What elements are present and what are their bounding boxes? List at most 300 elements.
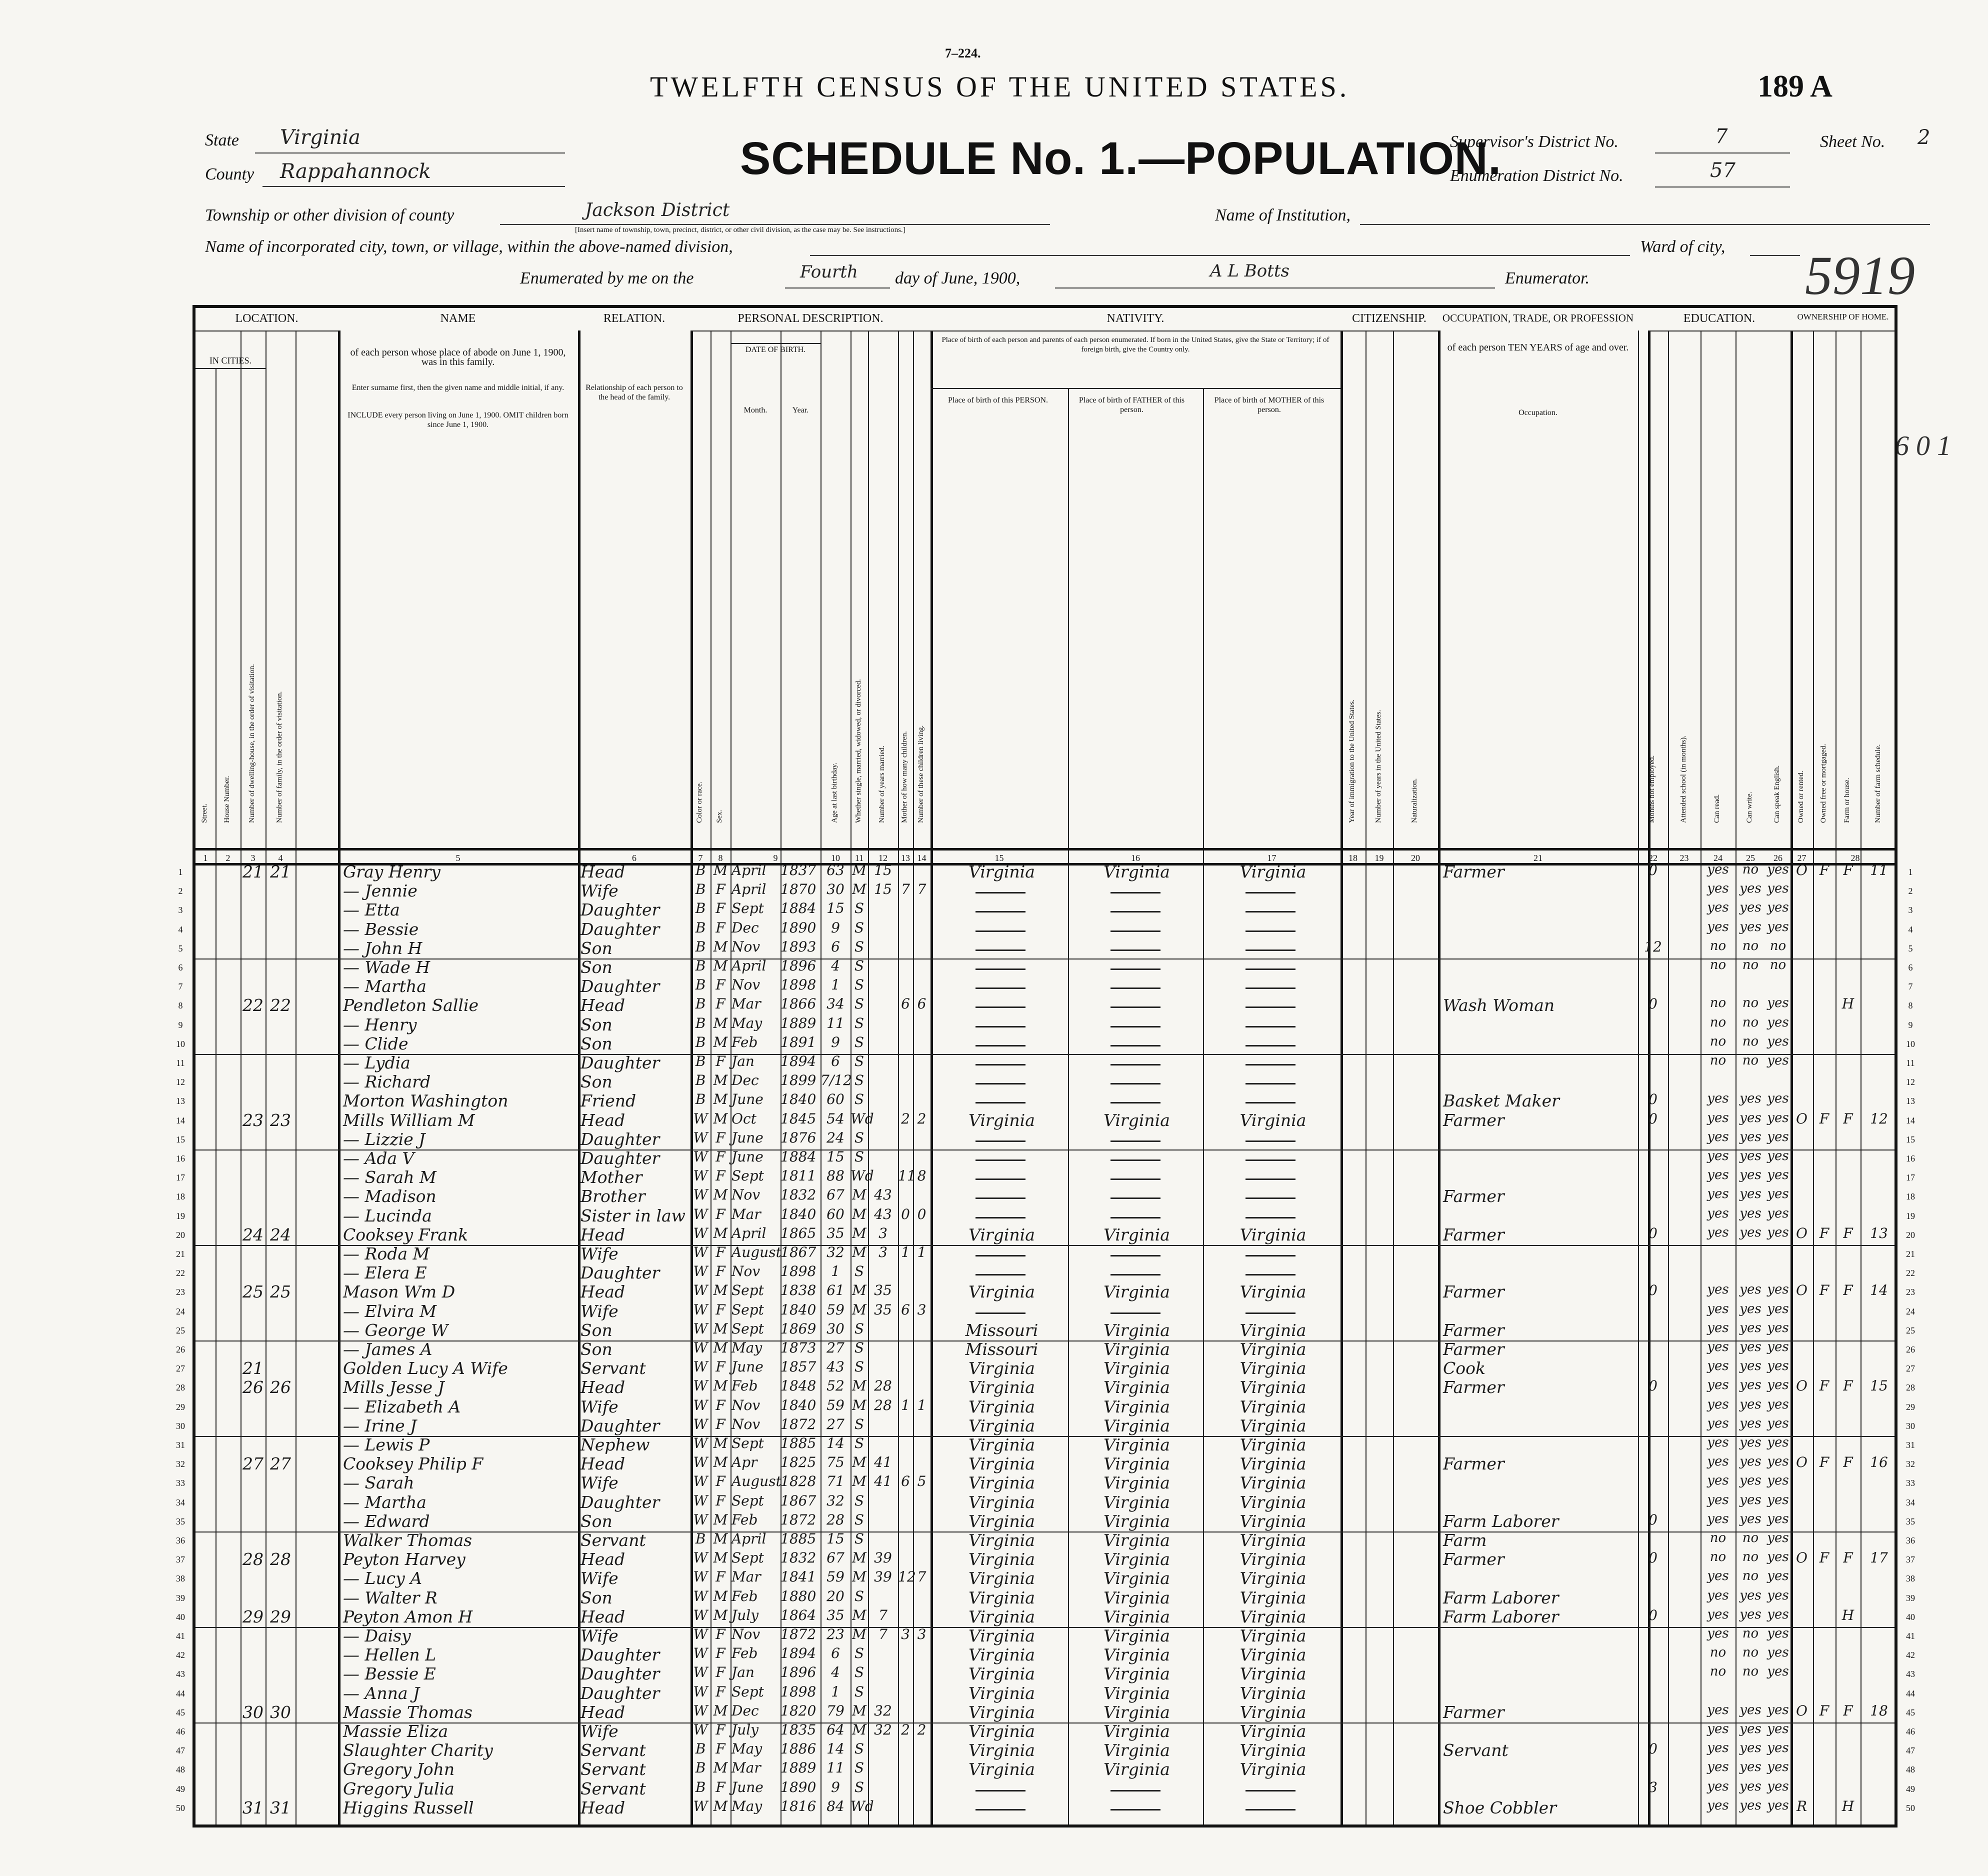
cell-bf: Virginia: [1104, 1340, 1170, 1359]
cell-age: 9: [831, 1034, 840, 1050]
cell-rd: yes: [1707, 1148, 1729, 1164]
cell-bf: Virginia: [1104, 1568, 1170, 1588]
cell-mon: May: [732, 1740, 762, 1758]
cell-yr: 1867: [780, 1492, 816, 1509]
cell-rel: Son: [580, 1014, 612, 1034]
cell-rel: Wife: [580, 1244, 618, 1264]
cell-ms: Wd: [850, 1110, 874, 1127]
cell-ms: S: [854, 1053, 864, 1070]
ditto-dash: [1246, 1006, 1296, 1008]
line-number: 6: [178, 962, 183, 972]
line-number: 32: [176, 1459, 185, 1470]
cell-rd: yes: [1707, 1416, 1729, 1431]
cell-mort: F: [1819, 1282, 1830, 1299]
cell-en: yes: [1767, 1282, 1789, 1298]
cell-race: B: [695, 1014, 706, 1032]
cell-en: yes: [1767, 1034, 1789, 1049]
cell-race: B: [695, 1530, 706, 1547]
cell-ms: S: [854, 1148, 864, 1165]
cell-ym: 32: [874, 1722, 892, 1738]
cell-ms: S: [854, 976, 864, 994]
cell-age: 30: [826, 1320, 844, 1337]
line-number: 30: [1906, 1420, 1915, 1431]
cell-mon: Nov: [732, 1396, 760, 1414]
cell-mon: June: [732, 1129, 764, 1146]
cell-occ: Farmer: [1443, 1224, 1504, 1244]
cell-en: yes: [1767, 1206, 1789, 1221]
cell-occ: Cook: [1443, 1358, 1486, 1378]
cell-wr: no: [1742, 958, 1759, 972]
ditto-dash: [1246, 1178, 1296, 1180]
cell-mon: April: [732, 862, 766, 878]
grid-vline: [338, 330, 340, 1824]
cell-yr: 1889: [780, 1014, 816, 1032]
cell-bm: Virginia: [1240, 1224, 1306, 1244]
cell-ch: 2: [901, 1110, 910, 1127]
column-number: 21: [1534, 853, 1542, 863]
ditto-dash: [1246, 1064, 1296, 1066]
cell-race: B: [695, 1778, 706, 1796]
cell-bp: Virginia: [968, 1396, 1035, 1416]
ditto-dash: [976, 968, 1026, 970]
cell-yr: 1899: [780, 1072, 816, 1089]
cell-en: yes: [1767, 1378, 1789, 1393]
line-number: 14: [176, 1115, 185, 1126]
cell-bf: Virginia: [1104, 1740, 1170, 1760]
cell-rd: yes: [1707, 1110, 1729, 1126]
cell-race: W: [693, 1358, 708, 1376]
cell-bp: Virginia: [968, 1645, 1035, 1665]
cell-mon: Feb: [732, 1034, 758, 1050]
page-figure: 5919: [1805, 245, 1915, 306]
cell-name: — Lucy A: [343, 1568, 422, 1588]
line-number: 17: [176, 1172, 185, 1183]
cell-bm: Virginia: [1240, 1606, 1306, 1626]
cell-en: yes: [1767, 1129, 1789, 1144]
cell-age: 71: [826, 1473, 844, 1490]
cell-ch: 3: [901, 1626, 910, 1642]
cell-sex: M: [713, 1588, 728, 1604]
cell-en: yes: [1767, 919, 1789, 934]
state-value[interactable]: Virginia: [280, 126, 360, 149]
cell-mon: Dec: [732, 1702, 759, 1719]
cell-rel: Son: [580, 1588, 612, 1608]
cell-en: yes: [1767, 1416, 1789, 1431]
cell-sex: M: [713, 1282, 728, 1299]
cell-bf: Virginia: [1104, 1320, 1170, 1340]
sheet-label: Sheet No.: [1820, 132, 1886, 151]
cell-name: — John H: [343, 938, 422, 958]
ditto-dash: [1246, 950, 1296, 951]
cell-rd: yes: [1707, 1702, 1729, 1718]
cell-rd: yes: [1707, 881, 1729, 896]
cell-yr: 1890: [780, 919, 816, 936]
cell-bf: Virginia: [1104, 1416, 1170, 1436]
ditto-dash: [1110, 988, 1160, 989]
cell-fs: 15: [1870, 1378, 1888, 1394]
cell-en: yes: [1767, 1320, 1789, 1336]
cell-mne: 0: [1648, 1378, 1658, 1394]
cell-ms: M: [852, 1473, 866, 1490]
cell-wr: yes: [1740, 1340, 1762, 1354]
line-number: 10: [176, 1038, 185, 1049]
ditto-dash: [1246, 1102, 1296, 1104]
supervisor-value[interactable]: 7: [1715, 125, 1728, 148]
column-number: 11: [854, 853, 864, 863]
cell-sex: M: [713, 1435, 728, 1452]
cell-rd: yes: [1707, 1186, 1729, 1202]
ditto-dash: [1110, 1178, 1160, 1180]
line-number: 42: [1906, 1650, 1915, 1660]
line-number: 47: [1906, 1746, 1915, 1756]
line-number: 20: [1906, 1230, 1915, 1240]
county-value[interactable]: Rappahannock: [280, 160, 431, 183]
cell-wr: yes: [1740, 1168, 1762, 1183]
line-number: 2: [1908, 886, 1913, 896]
cell-age: 84: [826, 1798, 844, 1814]
cell-ms: Wd: [850, 1798, 874, 1814]
cell-wr: no: [1742, 1034, 1759, 1049]
cell-race: W: [693, 1129, 708, 1146]
cell-en: yes: [1767, 996, 1789, 1011]
cell-rel: Head: [580, 1224, 626, 1244]
cell-yr: 1869: [780, 1320, 816, 1337]
cell-yr: 1848: [780, 1378, 816, 1394]
enumeration-line: [1655, 186, 1790, 188]
cell-bm: Virginia: [1240, 1473, 1306, 1493]
relation-description: Relationship of each person to the head of the family.: [586, 384, 683, 402]
cell-bf: Virginia: [1104, 1358, 1170, 1378]
township-value[interactable]: Jackson District: [585, 200, 730, 220]
line-number: 16: [176, 1154, 185, 1164]
line-number: 36: [176, 1536, 185, 1546]
cell-bm: Virginia: [1240, 1760, 1306, 1780]
line-number: 19: [1906, 1210, 1915, 1221]
cell-ym: 43: [874, 1186, 892, 1204]
enumeration-value[interactable]: 57: [1710, 159, 1736, 182]
grid-vline: [913, 330, 914, 1824]
cell-rel: Servant: [580, 1760, 646, 1780]
county-label: County: [205, 165, 254, 184]
cell-ms: M: [852, 1454, 866, 1471]
cell-en: yes: [1767, 1492, 1789, 1508]
cell-own: O: [1796, 1454, 1808, 1471]
cell-wr: yes: [1740, 1148, 1762, 1164]
cell-en: yes: [1767, 900, 1789, 916]
cell-wr: yes: [1740, 1186, 1762, 1202]
cell-bm: Virginia: [1240, 1454, 1306, 1474]
grid-vline: [1203, 388, 1204, 1824]
vertical-header: Number of family, in the order of visitation.: [276, 691, 284, 823]
cell-race: B: [695, 958, 706, 974]
ditto-dash: [1110, 1312, 1160, 1314]
cell-rel: Servant: [580, 1740, 646, 1760]
cell-yr: 1865: [780, 1224, 816, 1242]
cell-cl: 8: [917, 1168, 926, 1184]
cell-ms: S: [854, 1760, 864, 1776]
cell-mon: Sept: [732, 1492, 764, 1509]
cell-name: Gregory Julia: [343, 1778, 454, 1798]
cell-rd: yes: [1707, 1568, 1729, 1584]
cell-name: Walker Thomas: [343, 1530, 472, 1550]
cell-cl: 2: [917, 1110, 926, 1127]
cell-fh: H: [1842, 996, 1854, 1012]
cell-fam: 30: [270, 1702, 291, 1722]
cell-yr: 1880: [780, 1588, 816, 1604]
cell-sex: M: [713, 1091, 728, 1108]
cell-sex: F: [716, 1473, 726, 1490]
cell-name: Mills William M: [343, 1110, 475, 1130]
column-number: 5: [456, 853, 460, 863]
institution-line: [1360, 224, 1930, 225]
cell-ms: S: [854, 1091, 864, 1108]
cell-mon: Mar: [732, 1568, 761, 1586]
cell-fam: 23: [270, 1110, 291, 1130]
ditto-dash: [1246, 968, 1296, 970]
cell-age: 4: [831, 958, 840, 974]
ditto-dash: [1110, 1160, 1160, 1161]
cell-bm: Virginia: [1240, 1435, 1306, 1454]
ditto-dash: [976, 1809, 1026, 1810]
ditto-dash: [1246, 1198, 1296, 1199]
cell-ms: M: [852, 1186, 866, 1204]
cell-bp: Virginia: [968, 862, 1035, 882]
cell-mort: F: [1819, 1378, 1830, 1394]
cell-sex: F: [716, 996, 726, 1012]
cell-sex: F: [716, 919, 726, 936]
ditto-dash: [1110, 1217, 1160, 1218]
form-number: 7–224.: [945, 46, 981, 60]
group-occupation: OCCUPATION, TRADE, OR PROFESSION: [1442, 312, 1634, 324]
ditto-dash: [1246, 1809, 1296, 1810]
cell-rel: Wife: [580, 1301, 618, 1321]
cell-name: Mason Wm D: [343, 1282, 456, 1302]
cell-cl: 7: [917, 1568, 926, 1586]
cell-wr: yes: [1740, 1378, 1762, 1393]
cell-own: R: [1796, 1798, 1808, 1814]
cell-yr: 1898: [780, 1683, 816, 1700]
cell-name: Peyton Harvey: [343, 1550, 466, 1570]
birth-father-header: Place of birth of FATHER of this person.: [1078, 396, 1185, 414]
column-number: 18: [1348, 853, 1358, 863]
cell-race: W: [693, 1301, 708, 1318]
ditto-dash: [1110, 1809, 1160, 1810]
cell-cl: 3: [917, 1301, 926, 1318]
cell-name: — George W: [343, 1320, 448, 1340]
cell-ms: S: [854, 1778, 864, 1796]
cell-occ: Farm: [1443, 1530, 1487, 1550]
cell-ms: S: [854, 1435, 864, 1452]
cell-age: 14: [826, 1435, 844, 1452]
cell-mon: Sept: [732, 1168, 764, 1184]
cell-race: B: [695, 1740, 706, 1758]
cell-ms: M: [852, 1206, 866, 1222]
cell-mne: 0: [1648, 996, 1658, 1012]
line-number: 31: [176, 1440, 185, 1450]
cell-en: yes: [1767, 1340, 1789, 1354]
cell-en: yes: [1767, 1110, 1789, 1126]
cell-ms: S: [854, 1530, 864, 1547]
cell-mon: Sept: [732, 900, 764, 917]
cell-rel: Wife: [580, 1568, 618, 1588]
line-number: 40: [1906, 1612, 1915, 1622]
cell-yr: 1896: [780, 1664, 816, 1681]
cell-wr: yes: [1740, 1206, 1762, 1221]
cell-occ: Farmer: [1443, 1110, 1504, 1130]
cell-rd: no: [1710, 1530, 1726, 1546]
cell-rel: Friend: [580, 1091, 636, 1111]
cell-rd: yes: [1707, 1626, 1729, 1641]
line-number: 19: [176, 1210, 185, 1221]
cell-sex: M: [713, 1798, 728, 1814]
grid-vline: [1438, 330, 1440, 1824]
cell-fh: F: [1843, 1702, 1853, 1719]
enumerator-value[interactable]: A L Botts: [1210, 261, 1290, 281]
line-number: 15: [176, 1134, 185, 1144]
cell-sex: F: [716, 1492, 726, 1509]
cell-wr: no: [1742, 1053, 1759, 1068]
cell-yr: 1838: [780, 1282, 816, 1299]
cell-rd: yes: [1707, 1454, 1729, 1470]
cell-name: — Ada V: [343, 1148, 414, 1168]
cell-mort: F: [1819, 1224, 1830, 1242]
cell-race: W: [693, 1224, 708, 1242]
ditto-dash: [976, 950, 1026, 951]
cell-rel: Son: [580, 958, 612, 977]
line-number: 1: [1908, 867, 1913, 877]
cell-age: 88: [826, 1168, 844, 1184]
occupation-description: of each person TEN YEARS of age and over.: [1447, 342, 1629, 353]
cell-age: 6: [831, 938, 840, 955]
cell-ms: M: [852, 1378, 866, 1394]
cell-ms: S: [854, 1320, 864, 1337]
cell-en: yes: [1767, 1626, 1789, 1641]
sheet-value[interactable]: 2: [1918, 126, 1930, 149]
cell-name: — Jennie: [343, 881, 418, 901]
enumerator-label: Enumerator.: [1505, 269, 1590, 288]
grid-vline: [1790, 330, 1793, 1824]
cell-yr: 1876: [780, 1129, 816, 1146]
cell-dw: 22: [242, 996, 264, 1016]
ditto-dash: [1246, 1045, 1296, 1046]
cell-ms: S: [854, 1740, 864, 1758]
cell-yr: 1867: [780, 1244, 816, 1260]
ditto-dash: [1110, 1026, 1160, 1028]
cell-ms: Wd: [850, 1168, 874, 1184]
ditto-dash: [1110, 1255, 1160, 1256]
line-number: 8: [1908, 1000, 1913, 1011]
cell-fs: 11: [1870, 862, 1888, 878]
cell-sex: M: [713, 1454, 728, 1471]
cell-dw: 28: [242, 1550, 264, 1570]
cell-bp: Virginia: [968, 1606, 1035, 1626]
cell-bf: Virginia: [1104, 1606, 1170, 1626]
cell-bf: Virginia: [1104, 1224, 1170, 1244]
cell-race: B: [695, 938, 706, 955]
cell-en: yes: [1767, 1358, 1789, 1374]
cell-rel: Head: [580, 1282, 626, 1302]
cell-mon: Dec: [732, 919, 759, 936]
cell-name: Cooksey Frank: [343, 1224, 468, 1244]
cell-sex: M: [713, 1340, 728, 1356]
cell-cl: 1: [917, 1244, 926, 1260]
cell-age: 1: [831, 1263, 840, 1280]
cell-bp: Virginia: [968, 1378, 1035, 1398]
cell-fs: 12: [1870, 1110, 1888, 1127]
cell-occ: Basket Maker: [1443, 1091, 1560, 1111]
line-number: 45: [1906, 1707, 1915, 1718]
cell-age: 27: [826, 1340, 844, 1356]
cell-mne: 0: [1648, 1606, 1658, 1624]
cell-en: yes: [1767, 1530, 1789, 1546]
cell-en: yes: [1767, 1606, 1789, 1622]
cell-ms: M: [852, 1396, 866, 1414]
cell-rel: Servant: [580, 1530, 646, 1550]
line-number: 49: [1906, 1784, 1915, 1794]
line-number: 34: [176, 1497, 185, 1508]
cell-name: Mills Jesse J: [343, 1378, 444, 1398]
cell-bf: Virginia: [1104, 1378, 1170, 1398]
enumerated-day[interactable]: Fourth: [800, 262, 858, 282]
cell-age: 30: [826, 881, 844, 898]
cell-mon: June: [732, 1778, 764, 1796]
ditto-dash: [1246, 1255, 1296, 1256]
vertical-header: Number of years married.: [878, 746, 886, 823]
cell-ch: 2: [901, 1722, 910, 1738]
line-number: 46: [1906, 1726, 1915, 1736]
line-number: 2: [178, 886, 183, 896]
cell-mon: August: [732, 1244, 782, 1260]
cell-fs: 14: [1870, 1282, 1888, 1299]
cell-race: W: [693, 1396, 708, 1414]
cell-age: 79: [826, 1702, 844, 1719]
cell-ms: S: [854, 958, 864, 974]
cell-mne: 0: [1648, 1282, 1658, 1299]
cell-yr: 1886: [780, 1740, 816, 1758]
cell-wr: no: [1742, 1645, 1759, 1660]
line-number: 17: [1906, 1172, 1915, 1183]
cell-rel: Daughter: [580, 1416, 660, 1436]
cell-en: yes: [1767, 1014, 1789, 1030]
cell-ms: S: [854, 1511, 864, 1528]
line-number: 10: [1906, 1038, 1915, 1049]
cell-bf: Virginia: [1104, 1435, 1170, 1454]
cell-age: 35: [826, 1224, 844, 1242]
cell-ms: M: [852, 1702, 866, 1719]
grid-vline: [1813, 330, 1814, 1824]
vertical-header: Street.: [200, 804, 208, 823]
cell-rd: yes: [1707, 1435, 1729, 1450]
cell-rel: Daughter: [580, 1053, 660, 1072]
cell-fh: H: [1842, 1606, 1854, 1624]
cell-race: W: [693, 1110, 708, 1127]
cell-ch: 1: [901, 1396, 910, 1414]
cell-fam: 21: [270, 862, 291, 882]
cell-rel: Sister in law: [580, 1206, 686, 1226]
cell-sex: F: [716, 900, 726, 917]
cell-bm: Virginia: [1240, 1378, 1306, 1398]
ditto-dash: [976, 1790, 1026, 1792]
column-number: 15: [994, 853, 1004, 863]
cell-yr: 1816: [780, 1798, 816, 1814]
line-number: 41: [1906, 1631, 1915, 1641]
column-number: 2: [226, 853, 230, 863]
cell-age: 11: [826, 1014, 844, 1032]
cell-ym: 35: [874, 1282, 892, 1299]
cell-rel: Son: [580, 1340, 612, 1359]
cell-bf: Virginia: [1104, 1473, 1170, 1493]
cell-wr: no: [1742, 1014, 1759, 1030]
